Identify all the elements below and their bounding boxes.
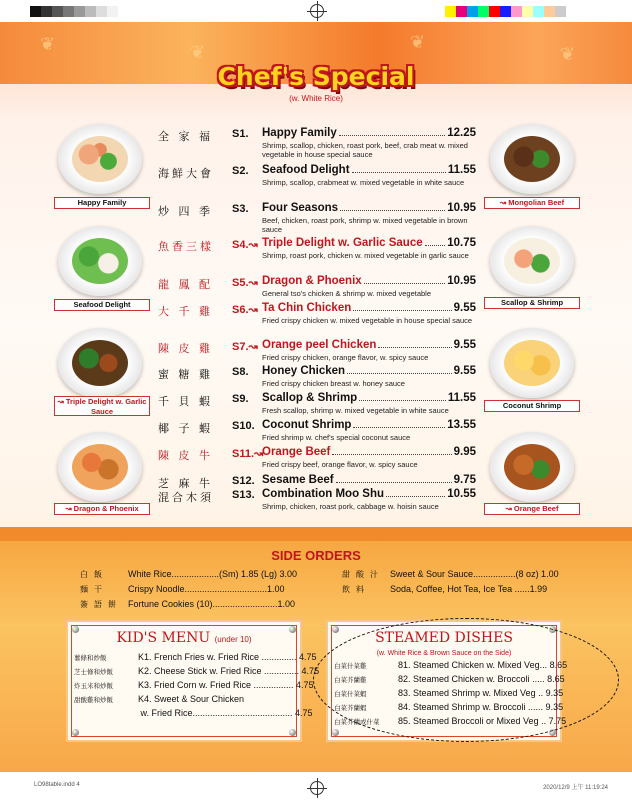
special-name: Four Seasons 10.95 <box>262 202 476 214</box>
special-price: 10.55 <box>447 488 476 500</box>
special-description: Fried crispy beef, orange flavor, w. spicy sauce <box>262 460 418 469</box>
special-description: Shrimp, scallop, crabmeat w. mixed vegetable in white sauce <box>262 178 465 187</box>
special-chinese-name: 千 貝 蝦 <box>158 395 213 408</box>
caption-coconut-shrimp: Coconut Shrimp <box>484 400 580 412</box>
steamed-item: 白菜芥蘭蝦 84. Steamed Shrimp w. Broccoli ...... 9.35 <box>334 702 564 712</box>
leaf-icon: ❦ <box>40 34 56 54</box>
leaf-icon: ❦ <box>560 44 576 64</box>
side-orders-title: SIDE ORDERS <box>271 548 361 563</box>
special-description: Shrimp, chicken, roast pork, cabbage w. hoisin sauce <box>262 502 439 511</box>
pin-icon <box>332 729 339 736</box>
pin-icon <box>72 729 79 736</box>
special-name: Honey Chicken 9.55 <box>262 365 476 377</box>
steamed-item: 白菜什菜雞 81. Steamed Chicken w. Mixed Veg... 8.65 <box>334 660 568 670</box>
special-chinese-name: 炒 四 季 <box>158 205 213 218</box>
special-price: 11.55 <box>447 164 476 176</box>
special-description: Shrimp, roast pork, chicken w. mixed vegetable in garlic sauce <box>262 251 469 260</box>
special-code: S12. <box>232 475 255 487</box>
special-description: Fresh scallop, shrimp w. mixed vegetable in white sauce <box>262 406 449 415</box>
special-code: S1. <box>232 128 249 140</box>
page-title: Chef's Special <box>217 62 415 91</box>
special-price: 9.95 <box>453 446 476 458</box>
special-chinese-name: 全 家 福 <box>158 130 213 143</box>
kids-item: 芝士條和炒飯 K2. Cheese Stick w. Fried Rice .............. 4.75 <box>74 666 320 676</box>
special-name: Dragon & Phoenix 10.95 <box>262 275 476 287</box>
special-description: Fried crispy chicken w. mixed vegetable in house special sauce <box>262 316 473 325</box>
special-code: S7.↝ <box>232 341 258 353</box>
special-code: S9. <box>232 393 249 405</box>
footer-timestamp: 2020/12/9 上午 11:19:24 <box>543 785 608 791</box>
page-subtitle: (w. White Rice) <box>289 94 343 103</box>
special-price: 9.55 <box>453 365 476 377</box>
special-chinese-name: 海鮮大會 <box>158 167 214 180</box>
kids-item: w. Fried Rice........................................ 4.75 <box>138 708 313 718</box>
caption-seafood-delight: Seafood Delight <box>54 299 150 311</box>
caption-triple-delight: ↝ Triple Delight w. Garlic Sauce <box>54 396 150 416</box>
special-price: 12.25 <box>447 127 476 139</box>
special-chinese-name: 大 千 雞 <box>158 305 213 318</box>
special-name: Happy Family 12.25 <box>262 127 476 139</box>
kids-item: 薯條和炒飯 K1. French Fries w. Fried Rice .............. 4.75 <box>74 652 317 662</box>
special-name: Combination Moo Shu 10.55 <box>262 488 476 500</box>
special-chinese-name: 魚香三樣 <box>158 240 214 253</box>
special-name: Sesame Beef 9.75 <box>262 474 476 486</box>
special-name: Orange peel Chicken 9.55 <box>262 339 476 351</box>
special-description: Fried crispy chicken, orange flavor, w. spicy sauce <box>262 353 429 362</box>
special-name: Seafood Delight 11.55 <box>262 164 476 176</box>
side-item: 麵干 Crispy Noodle.................................1.00 <box>80 584 285 594</box>
special-code: S13. <box>232 489 255 501</box>
special-name: Scallop & Shrimp 11.55 <box>262 392 476 404</box>
special-chinese-name: 蜜 糖 雞 <box>158 368 213 381</box>
bottom-band <box>0 527 632 541</box>
side-item: 簽語餅 Fortune Cookies (10)..........................1.00 <box>80 599 296 609</box>
grayscale-bar <box>30 6 118 17</box>
special-name: Ta Chin Chicken 9.55 <box>262 302 476 314</box>
special-chinese-name: 龍 鳳 配 <box>158 278 213 291</box>
special-price: 13.55 <box>447 419 476 431</box>
special-name: Orange Beef 9.95 <box>262 446 476 458</box>
steamed-item: 白菜什菜蝦 83. Steamed Shrimp w. Mixed Veg .. 9.35 <box>334 688 564 698</box>
special-code: S2. <box>232 165 249 177</box>
caption-orange-beef: ↝ Orange Beef <box>484 503 580 515</box>
special-chinese-name: 陳 皮 牛 <box>158 449 213 462</box>
side-item: 白飯 White Rice...................(Sm) 1.85 (Lg) 3.00 <box>80 569 298 579</box>
caption-happy-family: Happy Family <box>54 197 150 209</box>
special-price: 10.95 <box>447 202 476 214</box>
special-price: 11.55 <box>447 392 476 404</box>
special-code: S10. <box>232 420 255 432</box>
special-name: Coconut Shrimp 13.55 <box>262 419 476 431</box>
steamed-item: 白菜芥蘭雞 82. Steamed Chicken w. Broccoli ..... 8.65 <box>334 674 565 684</box>
special-code: S8. <box>232 366 249 378</box>
special-description: General tso's chicken & shrimp w. mixed vegetable <box>262 289 432 298</box>
special-price: 9.75 <box>453 474 476 486</box>
kids-menu-title: KID'S MENU (under 10) <box>116 630 252 646</box>
special-price: 10.75 <box>447 237 476 249</box>
special-price: 9.55 <box>453 339 476 351</box>
pin-icon <box>289 729 296 736</box>
leaf-icon: ❦ <box>190 42 206 62</box>
special-chinese-name: 芝 麻 牛 <box>158 477 213 490</box>
special-code: S11.↝ <box>232 448 264 460</box>
side-item: 甜酸汁 Sweet & Sour Sauce.................(8 oz) 1.00 <box>342 569 559 579</box>
special-description: Fried crispy chicken breast w. honey sauce <box>262 379 405 388</box>
kids-item: 炸玉米和炒飯 K3. Fried Corn w. Fried Rice ................ 4.75 <box>74 680 314 690</box>
special-code: S5.↝ <box>232 277 258 289</box>
special-chinese-name: 混合木須 <box>158 491 214 504</box>
steamed-dishes-title: STEAMED DISHES <box>375 630 513 646</box>
registration-mark-bottom <box>310 781 324 795</box>
special-price: 10.95 <box>447 275 476 287</box>
special-price: 9.55 <box>453 302 476 314</box>
kids-menu-box <box>66 620 320 742</box>
caption-scallop-shrimp: Scallop & Shrimp <box>484 297 580 309</box>
kids-item: 甜酸雞和炒飯 K4. Sweet & Sour Chicken <box>74 694 245 704</box>
caption-mongolian-beef: ↝ Mongolian Beef <box>484 197 580 209</box>
special-code: S3. <box>232 203 249 215</box>
registration-mark-top <box>310 4 324 18</box>
special-description: Beef, chicken, roast pork, shrimp w. mixed vegetable in brown sauce <box>262 216 468 234</box>
color-bar <box>445 6 566 17</box>
dashed-oval-highlight <box>313 618 619 742</box>
footer-file-info: LO98table.indd 4 <box>34 782 80 788</box>
steamed-dishes-note: (w. White Rice & Brown Sauce on the Side) <box>376 650 512 657</box>
leaf-icon: ❦ <box>410 32 426 52</box>
special-name: Triple Delight w. Garlic Sauce 10.75 <box>262 237 476 249</box>
special-description: Fried shrimp w. chef's special coconut sauce <box>262 433 411 442</box>
side-item: 飲料 Soda, Coffee, Hot Tea, Ice Tea ......1.99 <box>342 584 548 594</box>
caption-dragon-phoenix: ↝ Dragon & Phoenix <box>54 503 150 515</box>
steamed-item: 白菜芥蘭或什菜 85. Steamed Broccoli or Mixed Veg .. 7.75 <box>334 716 567 726</box>
special-description: Shrimp, scallop, chicken, roast pork, beef, crab meat w. mixed vegetable in house special sauce <box>262 141 468 159</box>
special-code: S6.↝ <box>232 304 258 316</box>
special-chinese-name: 椰 子 蝦 <box>158 422 213 435</box>
special-chinese-name: 陳 皮 雞 <box>158 342 213 355</box>
special-code: S4.↝ <box>232 239 258 251</box>
